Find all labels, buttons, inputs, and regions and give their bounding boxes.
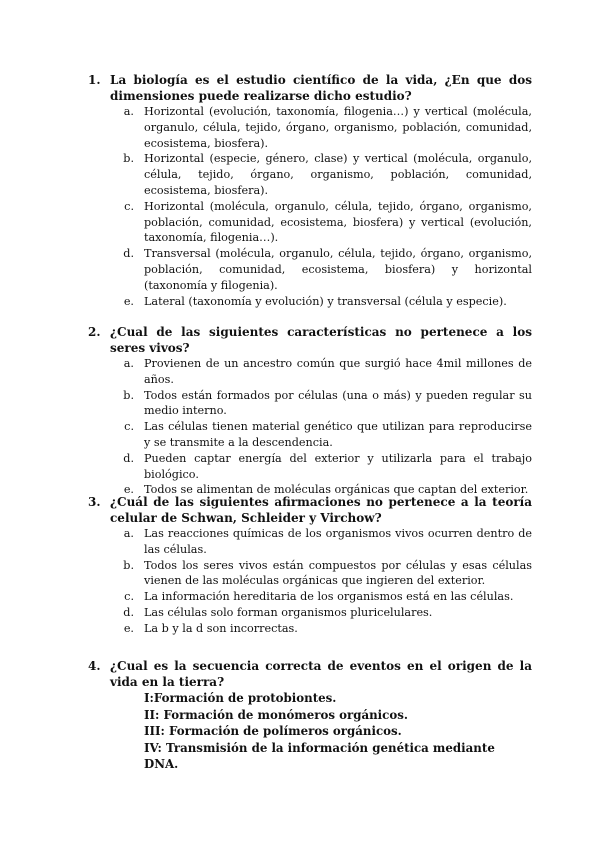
question-text: ¿Cual de las siguientes características no pertenece a los seres vivos?: [110, 325, 532, 355]
option-text: La b y la d son incorrectas.: [144, 621, 298, 635]
option-text: Horizontal (evolución, taxonomía, filogenia…) y vertical (molécula, organulo, célula, tejido, órgano, organismo, población, comunidad, ecosistema, biosfera).: [144, 105, 532, 150]
question-3: [88, 494, 532, 637]
option-letter: c.: [124, 199, 134, 213]
option-letter: b.: [123, 388, 134, 402]
option-text: Transversal (molécula, organulo, célula, tejido, órgano, organismo, población, comunidad, ecosistema, biosfera) y horizontal (taxonomía y filogenia).: [144, 247, 532, 292]
option-letter: d.: [123, 451, 134, 465]
option-text: La información hereditaria de los organismos está en las células.: [144, 590, 514, 604]
question-4: [88, 658, 532, 773]
answer-options: [88, 526, 532, 637]
answer-option-e: [88, 294, 532, 310]
question-number: 4.: [88, 659, 101, 673]
question-number: 1.: [88, 73, 101, 87]
answer-option-c: [88, 199, 532, 246]
answer-option-c: [88, 419, 532, 451]
answer-option-a: [88, 526, 532, 558]
option-letter: a.: [123, 105, 134, 118]
option-text: Las células tienen material genético que utilizan para reproducirse y se transmite a la descendencia.: [144, 420, 532, 449]
option-letter: d.: [123, 605, 134, 619]
option-letter: a.: [123, 527, 134, 540]
question-heading: [88, 494, 532, 526]
event-item-1: I:Formación de protobiontes.: [144, 691, 337, 705]
question-heading: [88, 72, 532, 104]
option-text: Todos los seres vivos están compuestos por células y esas células vienen de las moléculas orgánicas que ingieren del exterior.: [144, 558, 532, 588]
answer-option-d: [88, 451, 532, 483]
option-letter: a.: [123, 357, 134, 370]
answer-option-c: [88, 589, 532, 605]
option-text: Lateral (taxonomía y evolución) y transversal (célula y especie).: [144, 294, 507, 308]
question-number: 3.: [88, 495, 101, 509]
event-list: [144, 690, 532, 773]
option-text: Horizontal (molécula, organulo, célula, tejido, órgano, organismo, población, comunidad, ecosistema, biosfera) y vertical (evolución, taxonomía, filogenia…).: [144, 199, 532, 245]
option-letter: e.: [123, 621, 134, 635]
answer-option-a: [88, 104, 532, 151]
option-text: Provienen de un ancestro común que surgió hace 4mil millones de años.: [144, 357, 532, 386]
option-text: Horizontal (especie, género, clase) y vertical (molécula, organulo, célula, tejido, órgano, organismo, población, comunidad, ecosistema, biosfera).: [144, 152, 532, 197]
answer-option-b: [88, 151, 532, 198]
answer-option-b: [88, 558, 532, 590]
answer-option-d: [88, 246, 532, 293]
option-letter: d.: [123, 247, 134, 261]
answer-option-a: [88, 356, 532, 388]
event-item-2: II: Formación de monómeros orgánicos.: [144, 707, 408, 722]
option-letter: c.: [124, 420, 134, 434]
option-text: Las células solo forman organismos pluricelulares.: [144, 605, 433, 619]
question-text: La biología es el estudio científico de la vida, ¿En que dos dimensiones puede realizarse dicho estudio?: [110, 73, 532, 103]
answer-options: [88, 356, 532, 498]
question-text: ¿Cual es la secuencia correcta de eventos en el origen de la vida en la tierra?: [110, 659, 532, 689]
event-item-3: III: Formación de polímeros orgánicos.: [144, 724, 402, 739]
answer-options: [88, 104, 532, 309]
question-2: [88, 324, 532, 498]
option-letter: e.: [123, 483, 134, 497]
option-text: Todos están formados por células (una o más) y pueden regular su medio interno.: [144, 388, 532, 418]
question-heading: [88, 324, 532, 356]
answer-option-b: [88, 388, 532, 420]
question-1: [88, 72, 532, 309]
event-item-4: IV: Transmisión de la información genética mediante DNA.: [144, 740, 495, 772]
question-text: ¿Cuál de las siguientes afirmaciones no pertenece a la teoría celular de Schwan, Schleider y Virchow?: [110, 495, 532, 525]
answer-option-d: [88, 605, 532, 621]
option-letter: c.: [124, 590, 134, 604]
option-text: Las reacciones químicas de los organismos vivos ocurren dentro de las células.: [144, 527, 532, 556]
option-letter: e.: [123, 294, 134, 308]
option-text: Todos se alimentan de moléculas orgánicas que captan del exterior.: [144, 483, 529, 497]
question-heading: [88, 658, 532, 690]
option-text: Pueden captar energía del exterior y utilizarla para el trabajo biológico.: [144, 451, 532, 481]
question-number: 2.: [88, 325, 101, 339]
option-letter: b.: [123, 558, 134, 572]
option-letter: b.: [123, 152, 134, 166]
answer-option-e: [88, 621, 532, 637]
